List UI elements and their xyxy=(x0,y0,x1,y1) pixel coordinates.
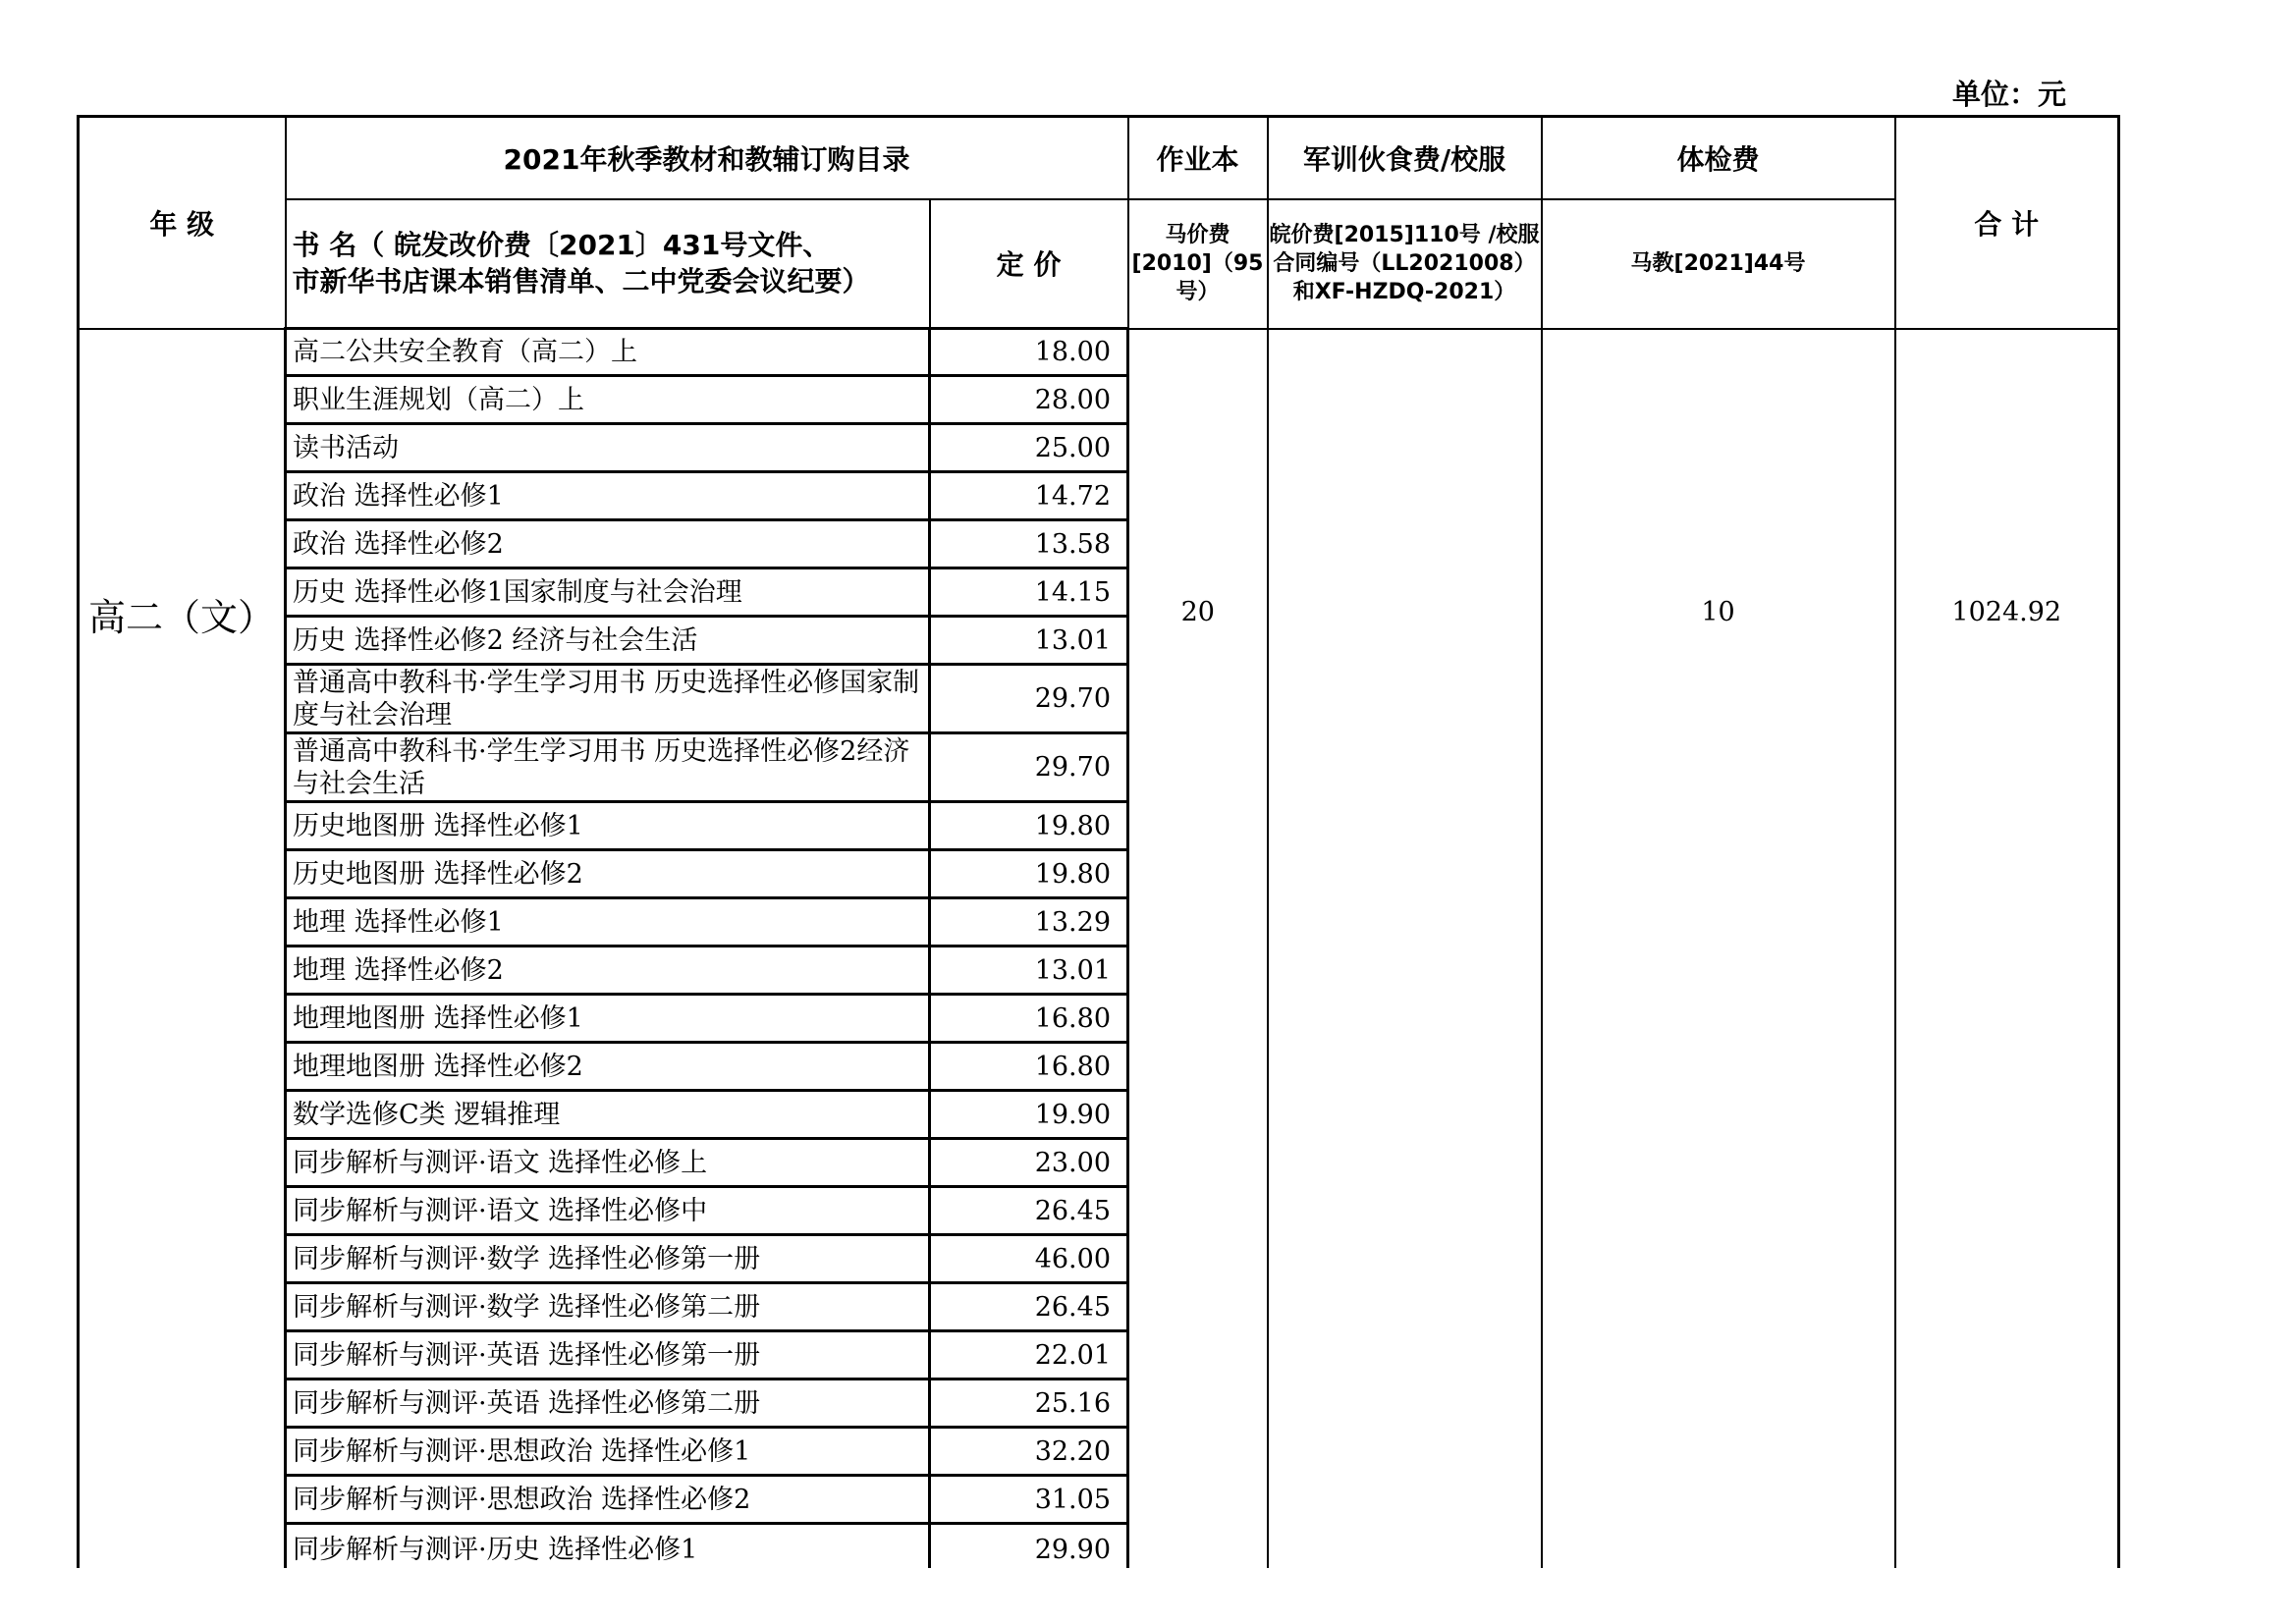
header-row-2 xyxy=(79,199,2119,329)
book-name: 同步解析与测评·语文 选择性必修中 xyxy=(286,1187,930,1235)
book-name: 历史 选择性必修2 经济与社会生活 xyxy=(286,617,930,665)
fee-table-frame xyxy=(77,115,2127,1568)
book-name: 政治 选择性必修2 xyxy=(286,520,930,568)
book-price: 13.29 xyxy=(930,898,1128,947)
book-name: 地理地图册 选择性必修1 xyxy=(286,995,930,1043)
book-price: 25.16 xyxy=(930,1380,1128,1428)
military-basis: 皖价费[2015]110号 /校服合同编号（LL2021008）和XF-HZDQ-2021） xyxy=(1268,199,1542,329)
book-price: 13.01 xyxy=(930,617,1128,665)
book-price: 18.00 xyxy=(930,329,1128,376)
book-name: 读书活动 xyxy=(286,424,930,472)
book-price: 31.05 xyxy=(930,1476,1128,1524)
book-name-header-line1: 书 名（ 皖发改价费〔2021〕431号文件、 xyxy=(292,229,831,262)
book-name: 普通高中教科书·学生学习用书 历史选择性必修国家制度与社会治理 xyxy=(286,665,930,733)
fee-table xyxy=(77,115,2120,1568)
book-name: 同步解析与测评·思想政治 选择性必修2 xyxy=(286,1476,930,1524)
grade-header: 年 级 xyxy=(79,117,286,329)
book-name: 同步解析与测评·数学 选择性必修第二册 xyxy=(286,1283,930,1331)
book-price: 23.00 xyxy=(930,1139,1128,1187)
book-price: 26.45 xyxy=(930,1283,1128,1331)
header-row-1 xyxy=(79,117,2119,199)
book-name: 历史地图册 选择性必修1 xyxy=(286,802,930,850)
book-name: 高二公共安全教育（高二）上 xyxy=(286,329,930,376)
military-fee xyxy=(1268,329,1542,1569)
catalog-title-header: 2021年秋季教材和教辅订购目录 xyxy=(286,117,1128,199)
book-price: 25.00 xyxy=(930,424,1128,472)
book-name: 政治 选择性必修1 xyxy=(286,472,930,520)
book-price: 22.01 xyxy=(930,1331,1128,1380)
book-price: 16.80 xyxy=(930,995,1128,1043)
physical-header: 体检费 xyxy=(1542,117,1895,199)
physical-fee: 10 xyxy=(1542,329,1895,1569)
book-price: 32.20 xyxy=(930,1428,1128,1476)
book-price: 26.45 xyxy=(930,1187,1128,1235)
book-name: 同步解析与测评·英语 选择性必修第一册 xyxy=(286,1331,930,1380)
book-price: 13.58 xyxy=(930,520,1128,568)
book-name: 地理 选择性必修2 xyxy=(286,947,930,995)
book-name: 历史地图册 选择性必修2 xyxy=(286,850,930,898)
book-name: 同步解析与测评·数学 选择性必修第一册 xyxy=(286,1235,930,1283)
book-name-header xyxy=(286,199,930,329)
military-header: 军训伙食费/校服 xyxy=(1268,117,1542,199)
book-name: 同步解析与测评·历史 选择性必修1 xyxy=(286,1524,930,1569)
book-price: 16.80 xyxy=(930,1043,1128,1091)
book-price: 19.80 xyxy=(930,850,1128,898)
total-header: 合 计 xyxy=(1895,117,2119,329)
grade-label: 高二（文） xyxy=(79,329,286,1569)
homework-fee: 20 xyxy=(1128,329,1268,1569)
physical-basis: 马教[2021]44号 xyxy=(1542,199,1895,329)
table-row xyxy=(79,329,2119,376)
book-name: 同步解析与测评·语文 选择性必修上 xyxy=(286,1139,930,1187)
book-name-header-line2: 市新华书店课本销售清单、二中党委会议纪要） xyxy=(292,265,870,298)
book-name: 数学选修C类 逻辑推理 xyxy=(286,1091,930,1139)
book-price: 29.70 xyxy=(930,733,1128,802)
book-price: 14.15 xyxy=(930,568,1128,617)
homework-basis: 马价费[2010]（95号） xyxy=(1128,199,1268,329)
book-price: 14.72 xyxy=(930,472,1128,520)
book-name: 历史 选择性必修1国家制度与社会治理 xyxy=(286,568,930,617)
book-price: 29.70 xyxy=(930,665,1128,733)
book-price: 46.00 xyxy=(930,1235,1128,1283)
book-name: 地理地图册 选择性必修2 xyxy=(286,1043,930,1091)
book-name: 职业生涯规划（高二）上 xyxy=(286,376,930,424)
book-price: 29.90 xyxy=(930,1524,1128,1569)
total-amount: 1024.92 xyxy=(1895,329,2119,1569)
book-name: 地理 选择性必修1 xyxy=(286,898,930,947)
unit-label: 单位：元 xyxy=(1952,78,2067,111)
book-name: 同步解析与测评·思想政治 选择性必修1 xyxy=(286,1428,930,1476)
book-price: 19.80 xyxy=(930,802,1128,850)
book-price: 28.00 xyxy=(930,376,1128,424)
book-price: 19.90 xyxy=(930,1091,1128,1139)
price-header: 定 价 xyxy=(930,199,1128,329)
homework-header: 作业本 xyxy=(1128,117,1268,199)
book-name: 普通高中教科书·学生学习用书 历史选择性必修2经济与社会生活 xyxy=(286,733,930,802)
book-name: 同步解析与测评·英语 选择性必修第二册 xyxy=(286,1380,930,1428)
book-price: 13.01 xyxy=(930,947,1128,995)
